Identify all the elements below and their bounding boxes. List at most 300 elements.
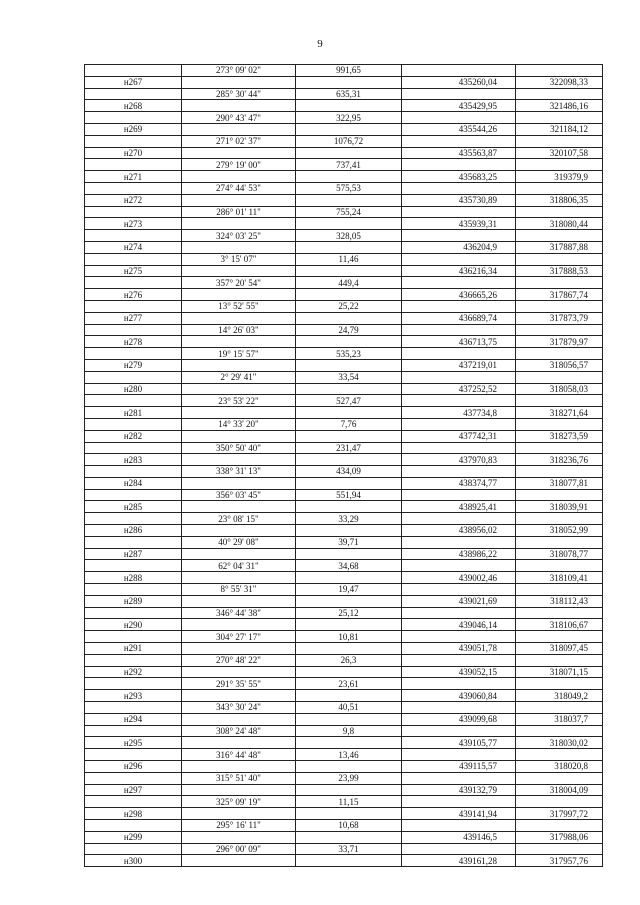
point-row bbox=[85, 619, 603, 631]
point-name: н286 bbox=[85, 525, 182, 537]
point-row bbox=[85, 855, 603, 867]
point-y: 318078,77 bbox=[516, 548, 603, 560]
point-row bbox=[85, 289, 603, 301]
segment-length: 322,95 bbox=[296, 112, 402, 124]
segment-angle: 23° 53' 22" bbox=[182, 395, 296, 407]
point-name: н279 bbox=[85, 359, 182, 371]
point-name: н270 bbox=[85, 147, 182, 159]
empty-cell bbox=[85, 772, 182, 784]
point-x: 438374,77 bbox=[402, 477, 516, 489]
point-y: 318052,99 bbox=[516, 525, 603, 537]
point-name: н280 bbox=[85, 383, 182, 395]
empty-cell bbox=[296, 477, 402, 489]
point-y: 318039,91 bbox=[516, 501, 603, 513]
empty-cell bbox=[296, 359, 402, 371]
point-row bbox=[85, 241, 603, 253]
point-y: 318097,45 bbox=[516, 643, 603, 655]
segment-row bbox=[85, 749, 603, 761]
empty-cell bbox=[402, 395, 516, 407]
empty-cell bbox=[296, 289, 402, 301]
segment-length: 535,23 bbox=[296, 348, 402, 360]
empty-cell bbox=[182, 289, 296, 301]
empty-cell bbox=[516, 725, 603, 737]
empty-cell bbox=[296, 383, 402, 395]
point-x: 439161,28 bbox=[402, 855, 516, 867]
empty-cell bbox=[516, 654, 603, 666]
empty-cell bbox=[516, 607, 603, 619]
point-y: 318112,43 bbox=[516, 595, 603, 607]
empty-cell bbox=[182, 808, 296, 820]
segment-angle: 295° 16' 11" bbox=[182, 820, 296, 832]
empty-cell bbox=[182, 241, 296, 253]
point-row bbox=[85, 808, 603, 820]
point-name: н284 bbox=[85, 477, 182, 489]
empty-cell bbox=[296, 147, 402, 159]
segment-angle: 286° 01' 11" bbox=[182, 206, 296, 218]
segment-length: 7,76 bbox=[296, 418, 402, 430]
segment-row bbox=[85, 159, 603, 171]
empty-cell bbox=[516, 678, 603, 690]
empty-cell bbox=[296, 241, 402, 253]
empty-cell bbox=[296, 218, 402, 230]
empty-cell bbox=[182, 383, 296, 395]
segment-angle: 279° 19' 00" bbox=[182, 159, 296, 171]
point-row bbox=[85, 784, 603, 796]
empty-cell bbox=[85, 654, 182, 666]
empty-cell bbox=[85, 371, 182, 383]
point-x: 436689,74 bbox=[402, 312, 516, 324]
point-y: 317957,76 bbox=[516, 855, 603, 867]
empty-cell bbox=[182, 312, 296, 324]
point-row bbox=[85, 713, 603, 725]
point-y: 318236,76 bbox=[516, 454, 603, 466]
point-row bbox=[85, 666, 603, 678]
point-name: н294 bbox=[85, 713, 182, 725]
empty-cell bbox=[85, 324, 182, 336]
empty-cell bbox=[182, 336, 296, 348]
empty-cell bbox=[516, 442, 603, 454]
point-y: 321486,16 bbox=[516, 100, 603, 112]
segment-row bbox=[85, 277, 603, 289]
segment-length: 24,79 bbox=[296, 324, 402, 336]
empty-cell bbox=[516, 843, 603, 855]
segment-angle: 357° 20' 54" bbox=[182, 277, 296, 289]
empty-cell bbox=[85, 678, 182, 690]
segment-length: 755,24 bbox=[296, 206, 402, 218]
empty-cell bbox=[182, 855, 296, 867]
segment-angle: 308° 24' 48" bbox=[182, 725, 296, 737]
empty-cell bbox=[296, 690, 402, 702]
empty-cell bbox=[85, 88, 182, 100]
empty-cell bbox=[85, 277, 182, 289]
empty-cell bbox=[516, 772, 603, 784]
empty-cell bbox=[182, 761, 296, 773]
empty-cell bbox=[516, 536, 603, 548]
empty-cell bbox=[402, 513, 516, 525]
point-x: 439002,46 bbox=[402, 572, 516, 584]
empty-cell bbox=[296, 713, 402, 725]
empty-cell bbox=[402, 489, 516, 501]
point-row bbox=[85, 430, 603, 442]
point-x: 435429,95 bbox=[402, 100, 516, 112]
empty-cell bbox=[85, 725, 182, 737]
empty-cell bbox=[182, 265, 296, 277]
segment-angle: 3° 15' 07" bbox=[182, 253, 296, 265]
segment-row bbox=[85, 489, 603, 501]
segment-row bbox=[85, 300, 603, 312]
point-name: н267 bbox=[85, 76, 182, 88]
empty-cell bbox=[516, 560, 603, 572]
point-x: 439021,69 bbox=[402, 595, 516, 607]
point-row bbox=[85, 265, 603, 277]
empty-cell bbox=[296, 525, 402, 537]
empty-cell bbox=[516, 749, 603, 761]
empty-cell bbox=[402, 560, 516, 572]
empty-cell bbox=[85, 112, 182, 124]
segment-angle: 291° 35' 55" bbox=[182, 678, 296, 690]
point-name: н276 bbox=[85, 289, 182, 301]
segment-length: 19,47 bbox=[296, 584, 402, 596]
point-row bbox=[85, 501, 603, 513]
segment-angle: 296° 00' 09" bbox=[182, 843, 296, 855]
segment-row bbox=[85, 206, 603, 218]
point-name: н278 bbox=[85, 336, 182, 348]
point-y: 318058,03 bbox=[516, 383, 603, 395]
point-y: 322098,33 bbox=[516, 76, 603, 88]
point-name: н296 bbox=[85, 761, 182, 773]
segment-row bbox=[85, 442, 603, 454]
empty-cell bbox=[402, 631, 516, 643]
empty-cell bbox=[85, 418, 182, 430]
segment-angle: 2° 29' 41" bbox=[182, 371, 296, 383]
point-name: н292 bbox=[85, 666, 182, 678]
empty-cell bbox=[296, 666, 402, 678]
empty-cell bbox=[296, 808, 402, 820]
empty-cell bbox=[516, 159, 603, 171]
segment-length: 34,68 bbox=[296, 560, 402, 572]
segment-length: 10,81 bbox=[296, 631, 402, 643]
empty-cell bbox=[402, 749, 516, 761]
point-y: 318020,8 bbox=[516, 761, 603, 773]
segment-length: 551,94 bbox=[296, 489, 402, 501]
empty-cell bbox=[402, 418, 516, 430]
point-x: 435544,26 bbox=[402, 123, 516, 135]
empty-cell bbox=[182, 572, 296, 584]
empty-cell bbox=[182, 430, 296, 442]
point-y: 318109,41 bbox=[516, 572, 603, 584]
empty-cell bbox=[402, 654, 516, 666]
segment-length: 33,71 bbox=[296, 843, 402, 855]
point-row bbox=[85, 407, 603, 419]
point-x: 439105,77 bbox=[402, 737, 516, 749]
empty-cell bbox=[296, 76, 402, 88]
point-y: 318030,02 bbox=[516, 737, 603, 749]
empty-cell bbox=[296, 171, 402, 183]
segment-angle: 271° 02' 37" bbox=[182, 135, 296, 147]
empty-cell bbox=[85, 489, 182, 501]
point-name: н288 bbox=[85, 572, 182, 584]
empty-cell bbox=[296, 737, 402, 749]
empty-cell bbox=[516, 702, 603, 714]
empty-cell bbox=[296, 430, 402, 442]
point-row bbox=[85, 548, 603, 560]
segment-angle: 14° 33' 20" bbox=[182, 418, 296, 430]
point-y: 318273,59 bbox=[516, 430, 603, 442]
segment-row bbox=[85, 348, 603, 360]
segment-row bbox=[85, 584, 603, 596]
segment-row bbox=[85, 395, 603, 407]
point-row bbox=[85, 737, 603, 749]
point-name: н291 bbox=[85, 643, 182, 655]
segment-length: 39,71 bbox=[296, 536, 402, 548]
segment-length: 25,22 bbox=[296, 300, 402, 312]
empty-cell bbox=[85, 230, 182, 242]
point-name: н274 bbox=[85, 241, 182, 253]
empty-cell bbox=[516, 584, 603, 596]
point-x: 437970,83 bbox=[402, 454, 516, 466]
empty-cell bbox=[182, 525, 296, 537]
segment-angle: 285° 30' 44" bbox=[182, 88, 296, 100]
empty-cell bbox=[296, 407, 402, 419]
point-name: н297 bbox=[85, 784, 182, 796]
point-name: н269 bbox=[85, 123, 182, 135]
point-y: 318049,2 bbox=[516, 690, 603, 702]
point-name: н282 bbox=[85, 430, 182, 442]
point-row bbox=[85, 831, 603, 843]
empty-cell bbox=[402, 371, 516, 383]
point-x: 437734,8 bbox=[402, 407, 516, 419]
empty-cell bbox=[402, 584, 516, 596]
point-x: 435730,89 bbox=[402, 194, 516, 206]
segment-length: 13,46 bbox=[296, 749, 402, 761]
empty-cell bbox=[296, 619, 402, 631]
empty-cell bbox=[182, 784, 296, 796]
empty-cell bbox=[182, 218, 296, 230]
empty-cell bbox=[402, 206, 516, 218]
empty-cell bbox=[402, 702, 516, 714]
point-y: 317988,06 bbox=[516, 831, 603, 843]
segment-row bbox=[85, 230, 603, 242]
segment-row bbox=[85, 253, 603, 265]
empty-cell bbox=[296, 595, 402, 607]
empty-cell bbox=[85, 843, 182, 855]
point-y: 317887,88 bbox=[516, 241, 603, 253]
empty-cell bbox=[402, 442, 516, 454]
point-x: 438925,41 bbox=[402, 501, 516, 513]
empty-cell bbox=[182, 619, 296, 631]
point-name: н273 bbox=[85, 218, 182, 230]
empty-cell bbox=[296, 548, 402, 560]
empty-cell bbox=[296, 100, 402, 112]
empty-cell bbox=[402, 607, 516, 619]
point-y: 318271,64 bbox=[516, 407, 603, 419]
segment-length: 328,05 bbox=[296, 230, 402, 242]
segment-row bbox=[85, 820, 603, 832]
point-row bbox=[85, 572, 603, 584]
empty-cell bbox=[516, 395, 603, 407]
empty-cell bbox=[516, 88, 603, 100]
segment-length: 33,54 bbox=[296, 371, 402, 383]
segment-angle: 40° 29' 08" bbox=[182, 536, 296, 548]
empty-cell bbox=[296, 123, 402, 135]
empty-cell bbox=[402, 159, 516, 171]
point-x: 439115,57 bbox=[402, 761, 516, 773]
empty-cell bbox=[85, 584, 182, 596]
empty-cell bbox=[85, 560, 182, 572]
point-row bbox=[85, 312, 603, 324]
point-row bbox=[85, 454, 603, 466]
empty-cell bbox=[182, 123, 296, 135]
point-x: 436204,9 bbox=[402, 241, 516, 253]
empty-cell bbox=[516, 135, 603, 147]
point-y: 318004,09 bbox=[516, 784, 603, 796]
empty-cell bbox=[182, 477, 296, 489]
point-name: н281 bbox=[85, 407, 182, 419]
point-row bbox=[85, 643, 603, 655]
empty-cell bbox=[85, 206, 182, 218]
empty-cell bbox=[85, 796, 182, 808]
segment-angle: 273° 09' 02" bbox=[182, 65, 296, 77]
empty-cell bbox=[296, 265, 402, 277]
point-row bbox=[85, 100, 603, 112]
point-row bbox=[85, 336, 603, 348]
segment-length: 449,4 bbox=[296, 277, 402, 289]
point-y: 318056,57 bbox=[516, 359, 603, 371]
empty-cell bbox=[296, 336, 402, 348]
segment-angle: 270° 48' 22" bbox=[182, 654, 296, 666]
segment-row bbox=[85, 654, 603, 666]
empty-cell bbox=[516, 324, 603, 336]
segment-row bbox=[85, 112, 603, 124]
empty-cell bbox=[296, 454, 402, 466]
point-y: 318077,81 bbox=[516, 477, 603, 489]
point-x: 439046,14 bbox=[402, 619, 516, 631]
segment-row bbox=[85, 371, 603, 383]
empty-cell bbox=[85, 135, 182, 147]
point-x: 439052,15 bbox=[402, 666, 516, 678]
empty-cell bbox=[402, 796, 516, 808]
segment-row bbox=[85, 702, 603, 714]
empty-cell bbox=[182, 595, 296, 607]
segment-length: 635,31 bbox=[296, 88, 402, 100]
point-name: н295 bbox=[85, 737, 182, 749]
point-y: 317879,97 bbox=[516, 336, 603, 348]
empty-cell bbox=[516, 418, 603, 430]
point-row bbox=[85, 218, 603, 230]
segment-length: 527,47 bbox=[296, 395, 402, 407]
point-name: н298 bbox=[85, 808, 182, 820]
point-x: 439099,68 bbox=[402, 713, 516, 725]
segment-length: 10,68 bbox=[296, 820, 402, 832]
point-name: н293 bbox=[85, 690, 182, 702]
empty-cell bbox=[516, 631, 603, 643]
segment-row bbox=[85, 65, 603, 77]
empty-cell bbox=[296, 831, 402, 843]
empty-cell bbox=[516, 371, 603, 383]
segment-angle: 23° 08' 15" bbox=[182, 513, 296, 525]
segment-row bbox=[85, 324, 603, 336]
segment-row bbox=[85, 772, 603, 784]
empty-cell bbox=[402, 348, 516, 360]
empty-cell bbox=[85, 536, 182, 548]
point-x: 439051,78 bbox=[402, 643, 516, 655]
empty-cell bbox=[516, 348, 603, 360]
segment-angle: 290° 43' 47" bbox=[182, 112, 296, 124]
segment-angle: 62° 04' 31" bbox=[182, 560, 296, 572]
segment-row bbox=[85, 513, 603, 525]
point-name: н290 bbox=[85, 619, 182, 631]
empty-cell bbox=[402, 678, 516, 690]
point-y: 318806,35 bbox=[516, 194, 603, 206]
segment-angle: 315° 51' 40" bbox=[182, 772, 296, 784]
segment-angle: 325° 09' 19" bbox=[182, 796, 296, 808]
segment-length: 434,09 bbox=[296, 466, 402, 478]
empty-cell bbox=[182, 690, 296, 702]
empty-cell bbox=[296, 194, 402, 206]
segment-angle: 350° 50' 40" bbox=[182, 442, 296, 454]
point-y: 317867,74 bbox=[516, 289, 603, 301]
segment-angle: 13° 52' 55" bbox=[182, 300, 296, 312]
point-x: 438956,02 bbox=[402, 525, 516, 537]
point-x: 436665,26 bbox=[402, 289, 516, 301]
segment-angle: 19° 15' 57" bbox=[182, 348, 296, 360]
segment-angle: 8° 55' 31" bbox=[182, 584, 296, 596]
empty-cell bbox=[85, 442, 182, 454]
empty-cell bbox=[516, 65, 603, 77]
empty-cell bbox=[516, 182, 603, 194]
empty-cell bbox=[516, 513, 603, 525]
segment-angle: 338° 31' 13" bbox=[182, 466, 296, 478]
segment-row bbox=[85, 796, 603, 808]
empty-cell bbox=[85, 631, 182, 643]
empty-cell bbox=[516, 820, 603, 832]
point-row bbox=[85, 194, 603, 206]
empty-cell bbox=[85, 253, 182, 265]
empty-cell bbox=[182, 737, 296, 749]
segment-length: 26,3 bbox=[296, 654, 402, 666]
empty-cell bbox=[402, 88, 516, 100]
point-name: н287 bbox=[85, 548, 182, 560]
segment-length: 991,65 bbox=[296, 65, 402, 77]
point-y: 320107,58 bbox=[516, 147, 603, 159]
point-x: 436216,34 bbox=[402, 265, 516, 277]
empty-cell bbox=[182, 76, 296, 88]
empty-cell bbox=[402, 182, 516, 194]
empty-cell bbox=[516, 277, 603, 289]
segment-angle: 356° 03' 45" bbox=[182, 489, 296, 501]
empty-cell bbox=[516, 112, 603, 124]
point-x: 435683,25 bbox=[402, 171, 516, 183]
empty-cell bbox=[85, 159, 182, 171]
empty-cell bbox=[182, 713, 296, 725]
empty-cell bbox=[402, 536, 516, 548]
segment-angle: 14° 26' 03" bbox=[182, 324, 296, 336]
point-y: 317873,79 bbox=[516, 312, 603, 324]
coordinates-table bbox=[84, 64, 603, 867]
empty-cell bbox=[402, 230, 516, 242]
empty-cell bbox=[182, 643, 296, 655]
empty-cell bbox=[402, 277, 516, 289]
segment-angle: 274° 44' 53" bbox=[182, 182, 296, 194]
segment-row bbox=[85, 678, 603, 690]
point-name: н277 bbox=[85, 312, 182, 324]
segment-length: 23,61 bbox=[296, 678, 402, 690]
empty-cell bbox=[402, 300, 516, 312]
segment-length: 25,12 bbox=[296, 607, 402, 619]
segment-length: 9,8 bbox=[296, 725, 402, 737]
empty-cell bbox=[296, 643, 402, 655]
empty-cell bbox=[85, 182, 182, 194]
